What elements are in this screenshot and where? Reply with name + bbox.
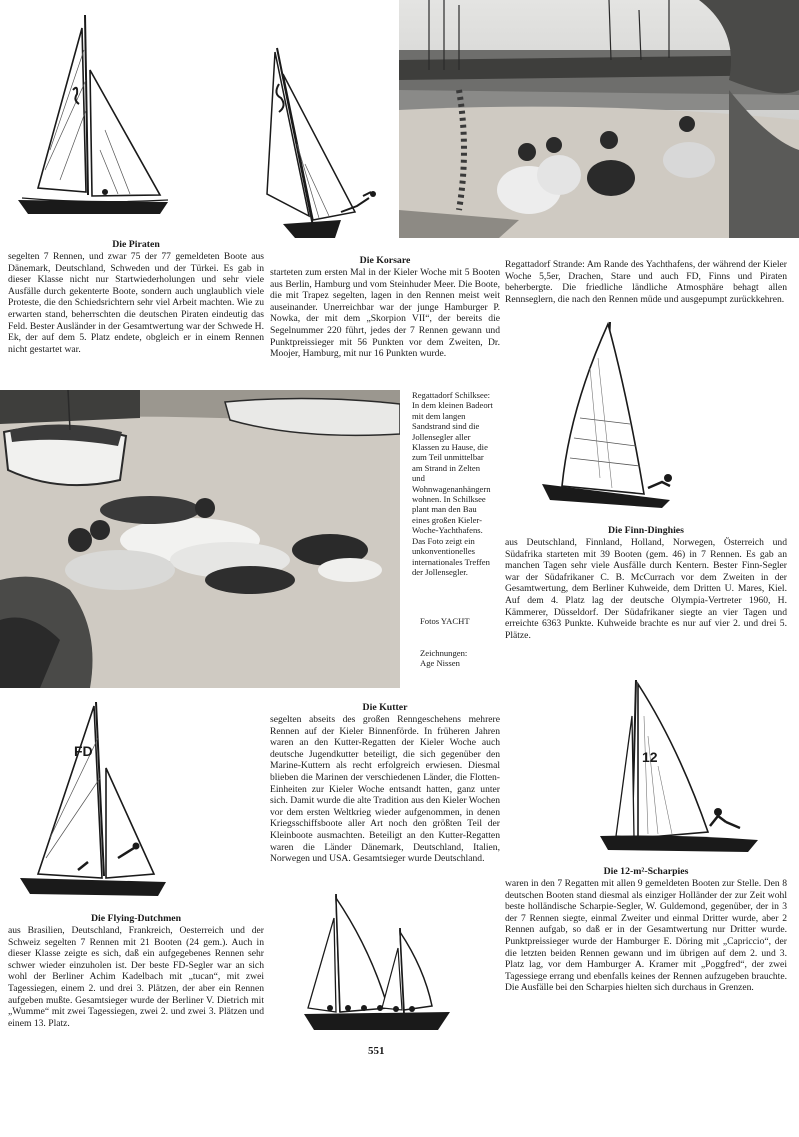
kutter-text: segelten abseits des großen Renngeschehens mehrere Rennen auf der Kieler Binnenförde. In früheren Jahren waren an den Kutter-Regatten der Kieler Woche auch deutsche Jugendkutter beteiligt, die sich gegenüber den Marine-Kuttern als recht erfolgreich erwiesen. Diesmal blieben die Marinen der verschiedenen Länder, die Flotten-Einheiten zur Kieler Woche entsandt hatten, ganz unter sich. Damit wurde die alte Tradition aus den Kieler Wochen vor dem ersten Weltkrieg wieder aufgenommen, in denen Kriegsschiffsboote aller Art noch den größten Teil der Kleinboote ausmachten. Beteiligt an den Kutter-Regatten waren die Länder Dänemark, Deutschland, Italien, Norwegen und USA. Gesamtsieger wurde Deutschland. bbox=[270, 714, 500, 865]
flying-article bbox=[8, 913, 264, 1029]
schilksee-beach-photo bbox=[0, 390, 400, 688]
page-number: 551 bbox=[368, 1045, 385, 1057]
kutter-boat-drawing bbox=[300, 888, 465, 1038]
korsare-article bbox=[270, 255, 500, 360]
schilksee-sidebar bbox=[412, 390, 494, 577]
finn-text: aus Deutschland, Finnland, Holland, Norwegen, Österreich und Südafrika starteten mit 39 Booten (gem. 46) in 7 Rennen. Es gab an manchen Tagen sehr viele Ausfälle durch Kentern. Bester Finn-Segler war der Südafrikaner C. B. McCurrach vor dem Zweiten in der Gesamtwertung, dem Berliner Kuhweide, dem Dritten U. Mares, Kiel. Auf dem 4. Platz lag der deutsche Olympia-Vertreter 1960, H. Kämmerer, Düsseldorf. Der Südafrikaner siegte an vier Tagen und erreichte 6363 Punkte. Kuhweide brachte es nur auf vier 2. und drei 5. Plätze. bbox=[505, 537, 787, 641]
korsar-sailboat-drawing bbox=[255, 44, 385, 244]
photo-credit: Fotos YACHT bbox=[420, 616, 470, 626]
piraten-article bbox=[8, 239, 264, 355]
finn-title: Die Finn-Dinghies bbox=[608, 525, 684, 536]
strande-text: Regattadorf Strande: Am Rande des Yachthafens, der während der Kieler Woche 5,5er, Drachen, Stare und auch FD, Finns und Piraten beherbergte. Die friedliche ländliche Atmosphäre behagt allen Rennseglern, die nach den Rennen müde und ausgepumpt zurückkehren. bbox=[505, 259, 787, 305]
schilksee-paragraph-2: Das Foto zeigt ein unkonventionelles internationales Treffen der Jollensegler. bbox=[412, 535, 490, 577]
sharpies-title: Die 12-m²-Scharpies bbox=[603, 866, 689, 877]
flying-text: aus Brasilien, Deutschland, Frankreich, Oesterreich und der Schweiz segelten 7 Rennen mit 21 Booten (24 gem.). Auch in dieser Klasse zeigte es sich, daß ein aufgegebenes Rennen sehr schwer wieder einzuholen ist. Der beste FD-Segler war an sich wohl der Berliner Achim Kadelbach mit „tucan“, mit zwei Tagessiegen, einem 2. und drei 3. Plätzen, der aber ein Rennen aufgeben mußte. Gesamtsieger wurde der Berliner V. Dietrich mit „Wumme“ mit zwei Tagessiegen, zwei 2. und zwei 3. Plätzen und einem 13. Platz. bbox=[8, 925, 264, 1029]
flying-title: Die Flying-Dutchmen bbox=[90, 913, 182, 924]
schilksee-paragraph-1: Regattadorf Schilksee: In dem kleinen Badeort mit dem langen Sandstrand sind die Jollensegler aller Klassen zu Hause, die zum Teil unmittelbar am Strand in Zelten und Wohnwagenanhängern wohnen. In Schilksee plant man den Bau eines großen Kieler-Woche-Yachthafens. bbox=[412, 390, 493, 536]
korsare-title: Die Korsare bbox=[359, 255, 411, 266]
piraten-text: segelten 7 Rennen, und zwar 75 der 77 gemeldeten Boote aus Dänemark, Deutschland, Schweden und der Türkei. Es gab in dieser Klasse nicht nur Startwiederholungen und sehr viele Ausfälle durch gekenterte Boote, sondern auch unglaublich viele Proteste, die den Schiedsrichtern sehr viel Arbeit machten. Wie zu erwarten stand, beherrschten die deutschen Piraten eindeutig das Feld. Bester Ausländer in der Gesamtwertung war der Schwede H. Ek, der auf dem 5. Platz endete, obgleich er in einem Rennen nicht gestartet war. bbox=[8, 251, 264, 355]
flying-dutchman-drawing bbox=[18, 698, 173, 903]
flying-dutchman-sail-mark: FD bbox=[74, 743, 93, 759]
sharpies-text: waren in den 7 Regatten mit allen 9 gemeldeten Booten zur Stelle. Den 8 deutschen Booten stand diesmal als einziger Holländer der zur Zeit wohl beste holländische Scharpie-Segler, W. Guldemond, gegenüber, der in 3 der 7 Rennen siegte, einmal Zweiter und einmal Dritter wurde, aber 2 Rennen aufgab, so daß er in der Gesamtwertung nur Dritter wurde. Punktpreissieger wurde der Hamburger E. Döring mit „Capriccio“, der die letzten beiden Rennen gewann und im übrigen auf dem 2. und 3. Platz lag, vor dem Hamburger A. Kramer mit „Poggfred“, der zwei Tagessiege errang und ebenfalls keines der Rennen aufzugeben brauchte. Die Ausfälle bei den Scharpies hielten sich durchaus in Grenzen. bbox=[505, 878, 787, 994]
kutter-article bbox=[270, 702, 500, 865]
strande-harbour-photo bbox=[399, 0, 799, 238]
drawing-credit-name: Age Nissen bbox=[420, 658, 460, 668]
strande-photo-caption bbox=[505, 259, 787, 305]
sharpie-sailboat-drawing bbox=[598, 676, 773, 861]
piraten-title: Die Piraten bbox=[112, 239, 160, 250]
finn-article bbox=[505, 525, 787, 641]
drawing-credit-label: Zeichnungen: bbox=[420, 648, 468, 658]
sharpie-sail-mark: 12 bbox=[642, 749, 658, 765]
finn-dinghy-drawing bbox=[540, 318, 690, 513]
pirat-sailboat-drawing bbox=[10, 10, 175, 222]
sharpies-article bbox=[505, 866, 787, 994]
korsare-text: starteten zum ersten Mal in der Kieler Woche mit 5 Booten aus Berlin, Hamburg und vom Steinhuder Meer. Die Boote, die mit Trapez segelten, lagen in den Rennen meist weit auseinander. Unerreichbar war der junge Hamburger P. Nowka, der mit dem „Skorpion VII“, der bereits die Segelnummer 220 führt, jedes der 7 Rennen gewann und Punktpreissieger mit 56 Punkten vor dem Zweiten, Dr. Moojer, Hamburg, mit nur 16 Punkten wurde. bbox=[270, 267, 500, 360]
kutter-title: Die Kutter bbox=[362, 702, 408, 713]
